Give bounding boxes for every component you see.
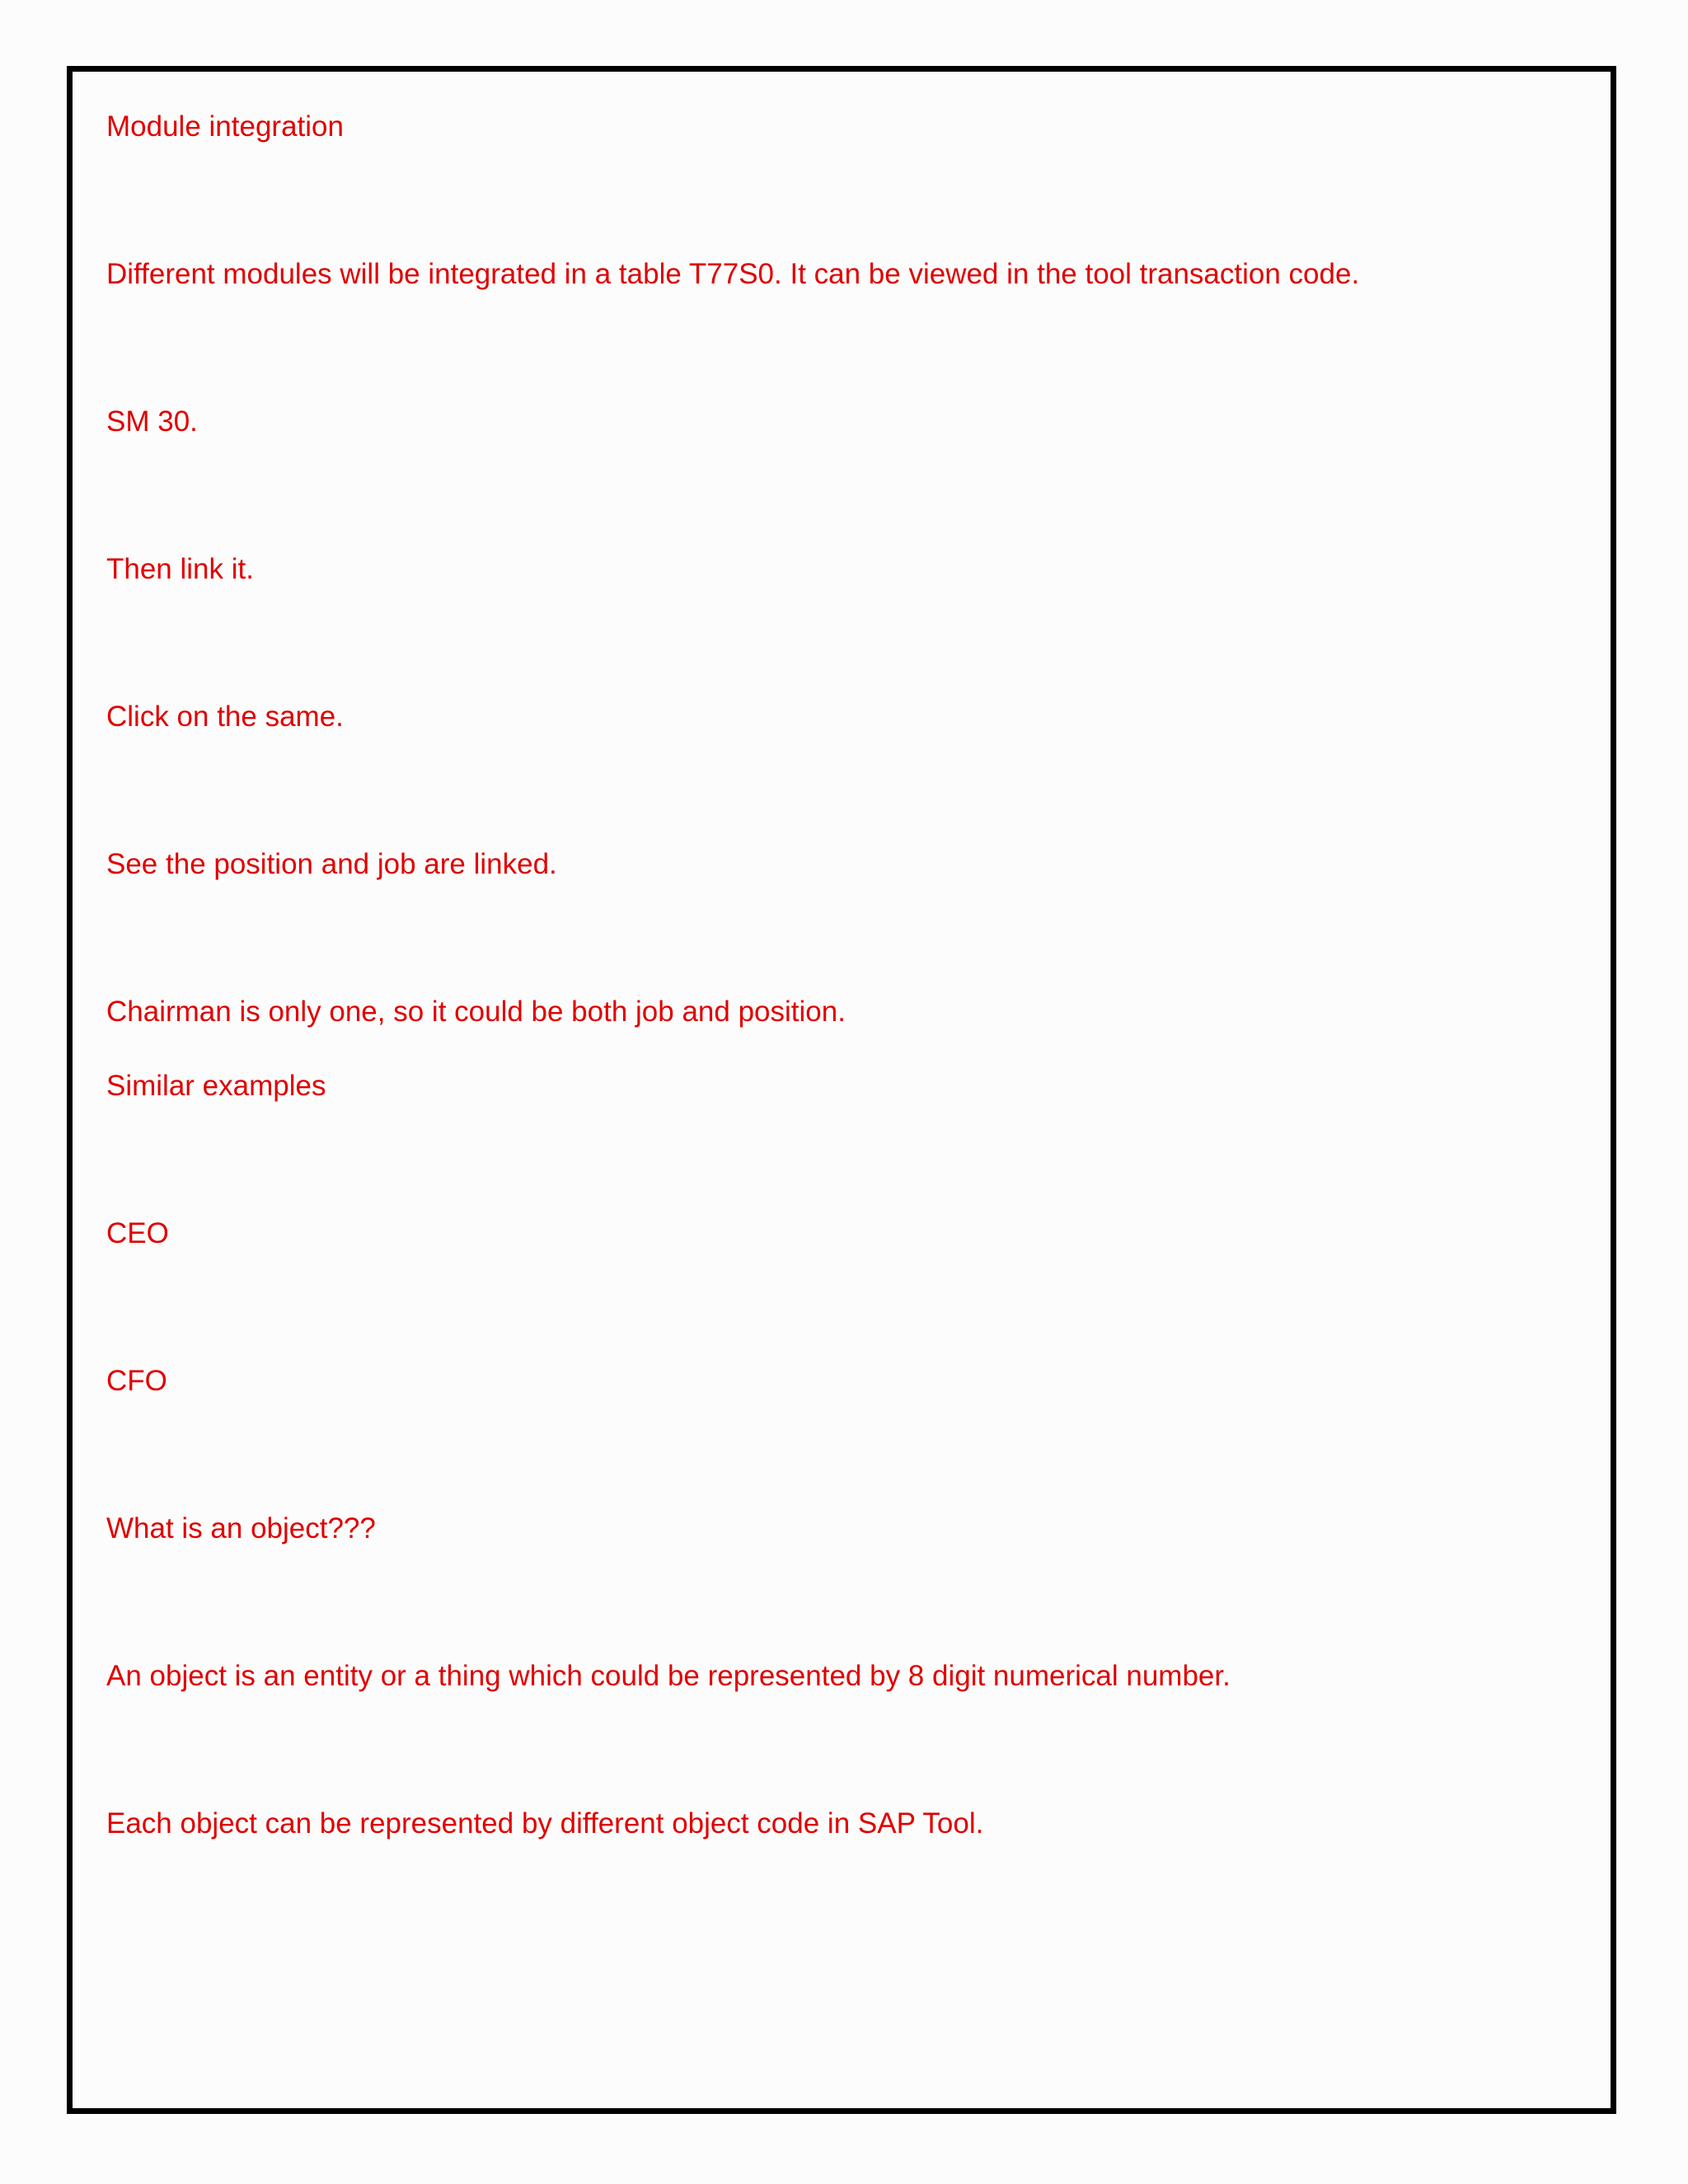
- paragraph-link-it: Then link it.: [106, 553, 254, 585]
- paragraph-position-job-linked: See the position and job are linked.: [106, 848, 557, 880]
- example-ceo: CEO: [106, 1217, 169, 1249]
- paragraph-chairman: Chairman is only one, so it could be both job and position.: [106, 996, 846, 1028]
- paragraph-object-code: Each object can be represented by different object code in SAP Tool.: [106, 1807, 984, 1840]
- paragraph-click-same: Click on the same.: [106, 701, 344, 733]
- example-cfo: CFO: [106, 1365, 167, 1397]
- paragraph-object-definition: An object is an entity or a thing which could be represented by 8 digit numerical number.: [106, 1660, 1231, 1692]
- heading-module-integration: Module integration: [106, 110, 344, 143]
- paragraph-similar-examples: Similar examples: [106, 1070, 326, 1102]
- paragraph-modules-integrated: Different modules will be integrated in a table T77S0. It can be viewed in the tool transaction code.: [106, 258, 1360, 290]
- question-what-is-object: What is an object???: [106, 1512, 376, 1544]
- paragraph-sm30: SM 30.: [106, 405, 198, 438]
